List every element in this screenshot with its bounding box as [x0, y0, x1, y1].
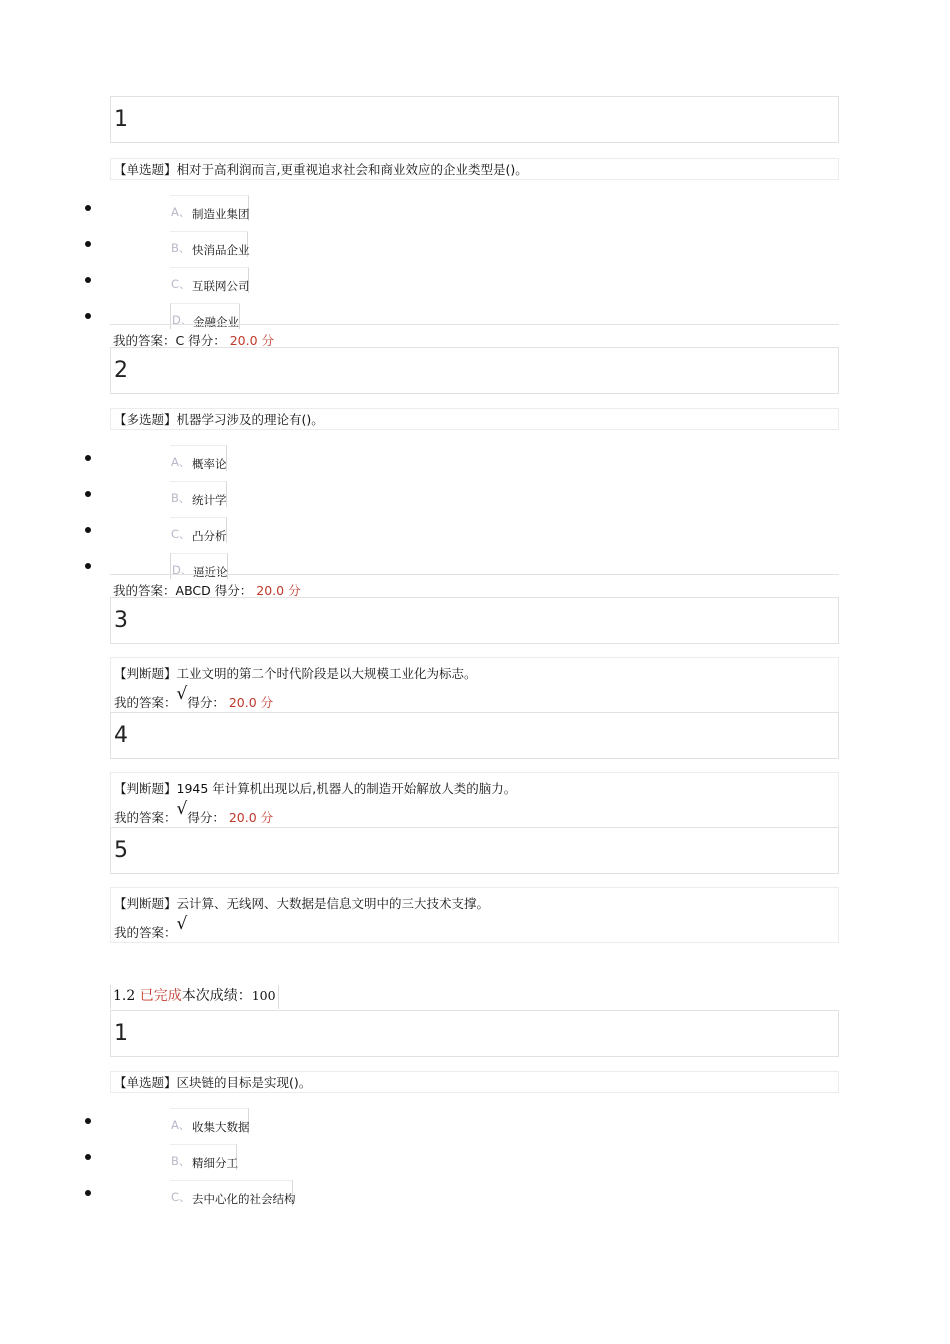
option-text: 去中心化的社会结构	[192, 1192, 296, 1206]
score-value: 20.0 分	[256, 583, 301, 598]
bullet	[85, 491, 91, 497]
bullet	[85, 455, 91, 461]
score-label: 得分：	[214, 583, 253, 598]
score-value: 20.0 分	[228, 810, 274, 825]
section-id: 1.2	[113, 988, 136, 1004]
question-text: 【单选题】相对于高利润而言,更重视追求社会和商业效应的企业类型是()。	[114, 162, 528, 177]
option-c[interactable]	[170, 1180, 296, 1206]
option-text: 精细分工	[192, 1156, 238, 1170]
my-answer-value: ABCD	[175, 583, 211, 598]
question-text: 【判断题】云计算、无线网、大数据是信息文明中的三大技术支撑。	[114, 896, 490, 911]
question-number: 5	[114, 838, 128, 863]
option-text: 统计学	[192, 493, 227, 507]
option-letter: D、	[172, 563, 193, 577]
option-b[interactable]	[170, 481, 227, 507]
question-text-bar	[110, 408, 839, 430]
option-text: 制造业集团	[192, 207, 250, 221]
question-text: 【判断题】工业文明的第二个时代阶段是以大规模工业化为标志。	[114, 666, 477, 681]
question-text: 【判断题】1945 年计算机出现以后,机器人的制造开始解放人类的脑力。	[114, 781, 517, 796]
check-mark: √	[176, 914, 188, 934]
option-letter: A、	[171, 205, 191, 219]
option-a[interactable]	[170, 445, 227, 471]
answer-line	[114, 914, 188, 942]
question-number-box	[110, 347, 839, 394]
option-text: 金融企业	[193, 315, 239, 329]
my-answer-label: 我的答案：	[114, 810, 177, 825]
option-letter: D、	[172, 313, 193, 327]
my-answer-label: 我的答案：	[114, 925, 177, 940]
option-c[interactable]	[170, 267, 249, 293]
question-number: 1	[114, 1021, 128, 1046]
question-number-box	[110, 96, 839, 143]
option-letter: C、	[171, 1190, 191, 1204]
check-mark: √	[176, 684, 188, 704]
question-text: 【单选题】区块链的目标是实现()。	[114, 1075, 312, 1090]
option-text: 概率论	[192, 457, 227, 471]
question-number-box	[110, 597, 839, 644]
bullet	[85, 313, 91, 319]
question-number-box	[110, 827, 839, 874]
question-text-bar	[110, 158, 839, 180]
score-label: 得分：	[188, 333, 226, 348]
bullet	[85, 277, 91, 283]
question-number: 1	[114, 107, 128, 132]
option-a[interactable]	[170, 1108, 249, 1134]
option-d[interactable]	[170, 553, 228, 579]
question-text-bar	[110, 1071, 839, 1093]
result-value: 100	[251, 988, 276, 1003]
option-letter: A、	[171, 1118, 191, 1132]
score-label: 得分：	[187, 810, 225, 825]
question-number-box	[110, 1010, 839, 1057]
score-value: 20.0 分	[228, 695, 274, 710]
option-letter: C、	[171, 277, 191, 291]
option-letter: A、	[171, 455, 191, 469]
option-b[interactable]	[170, 1144, 237, 1170]
answer-line	[114, 684, 274, 712]
question-text: 【多选题】机器学习涉及的理论有()。	[114, 412, 324, 427]
bullet	[85, 1154, 91, 1160]
question-number-box	[110, 712, 839, 759]
my-answer-label: 我的答案：	[114, 695, 177, 710]
option-letter: B、	[171, 491, 191, 505]
option-letter: B、	[171, 1154, 191, 1168]
my-answer-label: 我的答案：	[113, 333, 176, 348]
question-number: 4	[114, 723, 128, 748]
option-b[interactable]	[170, 231, 248, 257]
option-letter: B、	[171, 241, 191, 255]
question-number: 3	[114, 608, 128, 633]
divider	[110, 574, 839, 575]
bullet	[85, 1190, 91, 1196]
check-mark: √	[176, 799, 188, 819]
divider	[110, 324, 839, 325]
my-answer-value: C	[175, 333, 185, 348]
score-value: 20.0 分	[229, 333, 275, 348]
option-c[interactable]	[170, 517, 227, 543]
score-label: 得分：	[187, 695, 225, 710]
bullet	[85, 205, 91, 211]
option-a[interactable]	[170, 195, 249, 221]
bullet	[85, 241, 91, 247]
section-status: 已完成	[139, 988, 182, 1004]
section-header	[110, 985, 279, 1009]
option-text: 互联网公司	[192, 279, 250, 293]
question-box	[110, 657, 839, 713]
option-text: 逼近论	[193, 565, 228, 579]
answer-line	[114, 799, 274, 827]
question-number: 2	[114, 358, 128, 383]
bullet	[85, 1118, 91, 1124]
question-box	[110, 772, 839, 828]
option-text: 快消品企业	[192, 243, 250, 257]
question-box	[110, 887, 839, 943]
option-letter: C、	[171, 527, 191, 541]
option-d[interactable]	[170, 303, 240, 329]
option-text: 凸分析	[192, 529, 227, 543]
bullet	[85, 527, 91, 533]
option-text: 收集大数据	[192, 1120, 250, 1134]
bullet	[85, 563, 91, 569]
result-label: 本次成绩：	[181, 988, 252, 1004]
my-answer-label: 我的答案：	[113, 583, 176, 598]
